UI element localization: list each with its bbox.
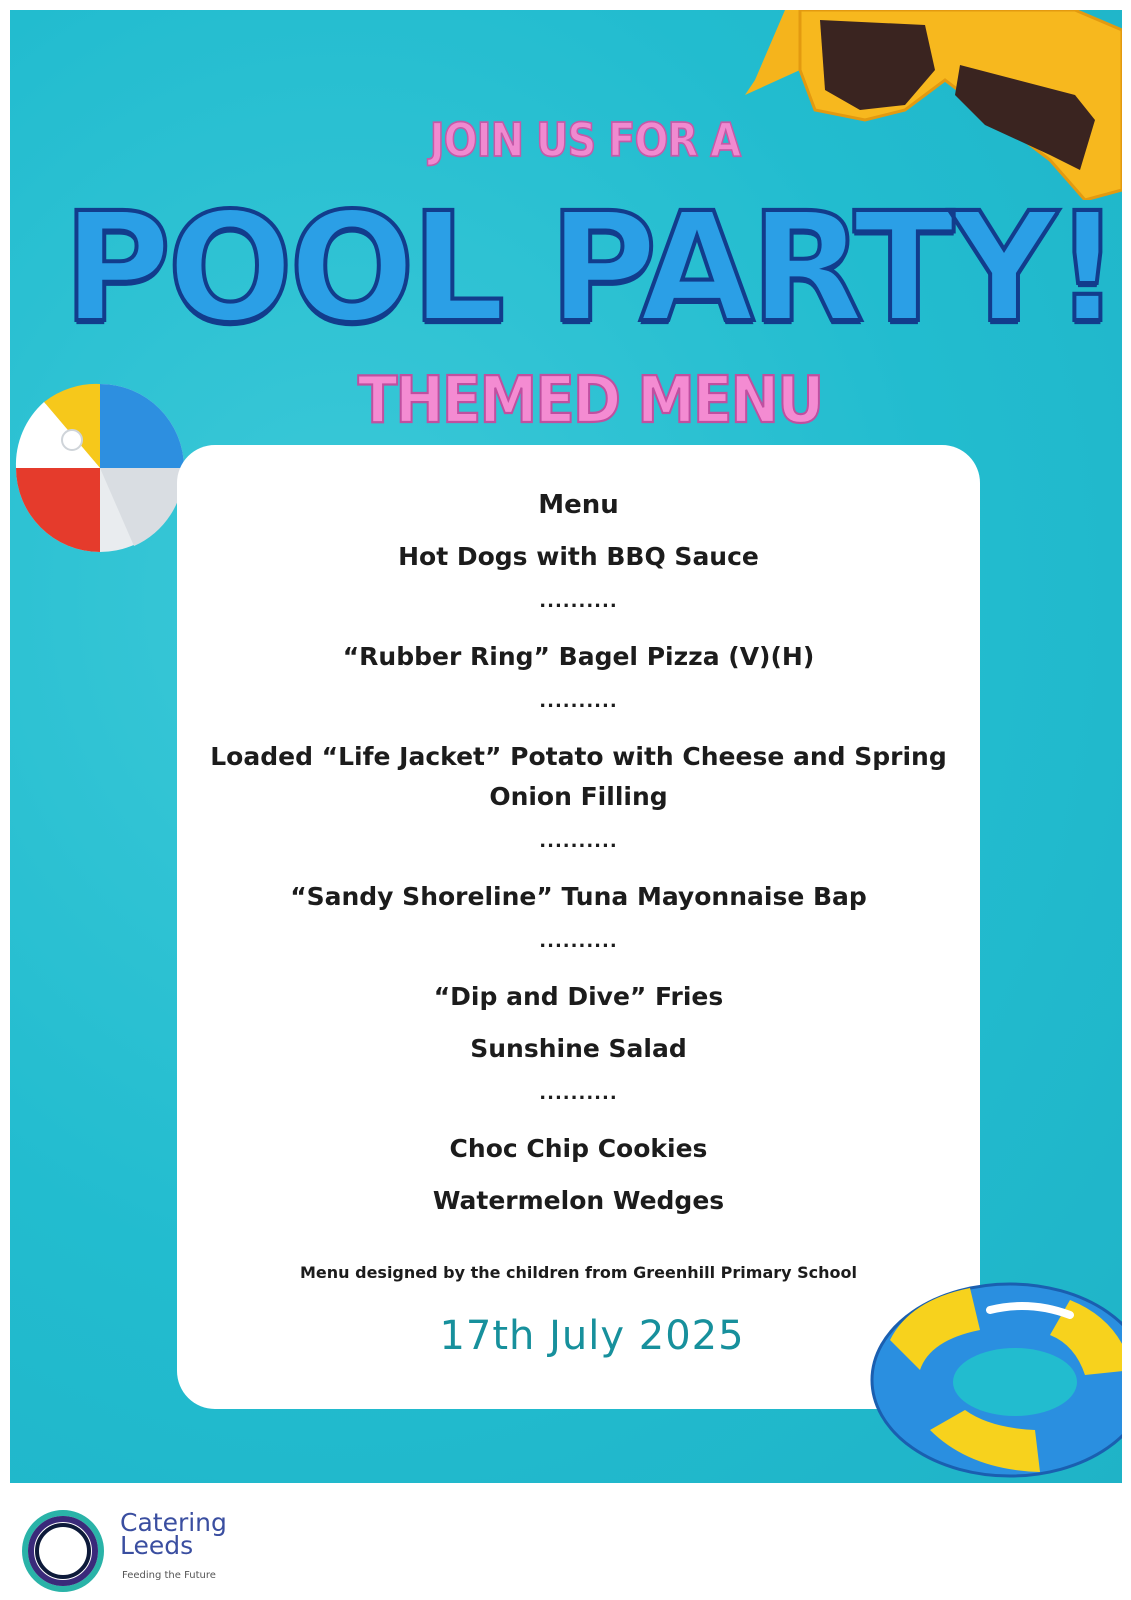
catering-leeds-logo-icon: [18, 1506, 108, 1596]
themed-menu-subtitle: THEMED MENU: [357, 362, 823, 438]
sunglasses-icon: [745, 10, 1122, 200]
menu-credit: Menu designed by the children from Greenhill Primary School: [299, 1263, 857, 1282]
logo-text-leeds: Leeds: [120, 1531, 194, 1560]
menu-item: “Rubber Ring” Bagel Pizza (V)(H): [342, 642, 815, 671]
event-date: 17th July 2025: [439, 1313, 745, 1359]
menu-item: Sunshine Salad: [470, 1034, 687, 1063]
menu-item: Loaded “Life Jacket” Potato with Cheese and Spring Onion Filling: [210, 742, 947, 811]
logo-text-catering: Catering: [120, 1508, 227, 1537]
poster: [10, 10, 1122, 1483]
catering-leeds-logo: [18, 1500, 258, 1595]
pool-party-title: POOL PARTY!: [62, 180, 1118, 356]
menu-list: [177, 485, 980, 1221]
menu-heading: Menu: [538, 490, 619, 520]
menu-card: [177, 445, 980, 1409]
beach-ball-icon: [14, 382, 186, 554]
menu-separator: ..........: [539, 831, 618, 852]
menu-separator: ..........: [539, 591, 618, 612]
menu-item: Hot Dogs with BBQ Sauce: [398, 542, 759, 571]
menu-item: “Sandy Shoreline” Tuna Mayonnaise Bap: [290, 882, 867, 911]
menu-item: “Dip and Dive” Fries: [433, 982, 724, 1011]
menu-separator: ..........: [539, 931, 618, 952]
menu-item: Choc Chip Cookies: [449, 1134, 708, 1163]
menu-separator: ..........: [539, 1083, 618, 1104]
join-us-text: JOIN US FOR A: [429, 114, 741, 168]
logo-tagline: Feeding the Future: [122, 1570, 216, 1581]
swim-ring-icon: [870, 1280, 1122, 1480]
menu-separator: ..........: [539, 691, 618, 712]
menu-item: Watermelon Wedges: [432, 1186, 725, 1215]
